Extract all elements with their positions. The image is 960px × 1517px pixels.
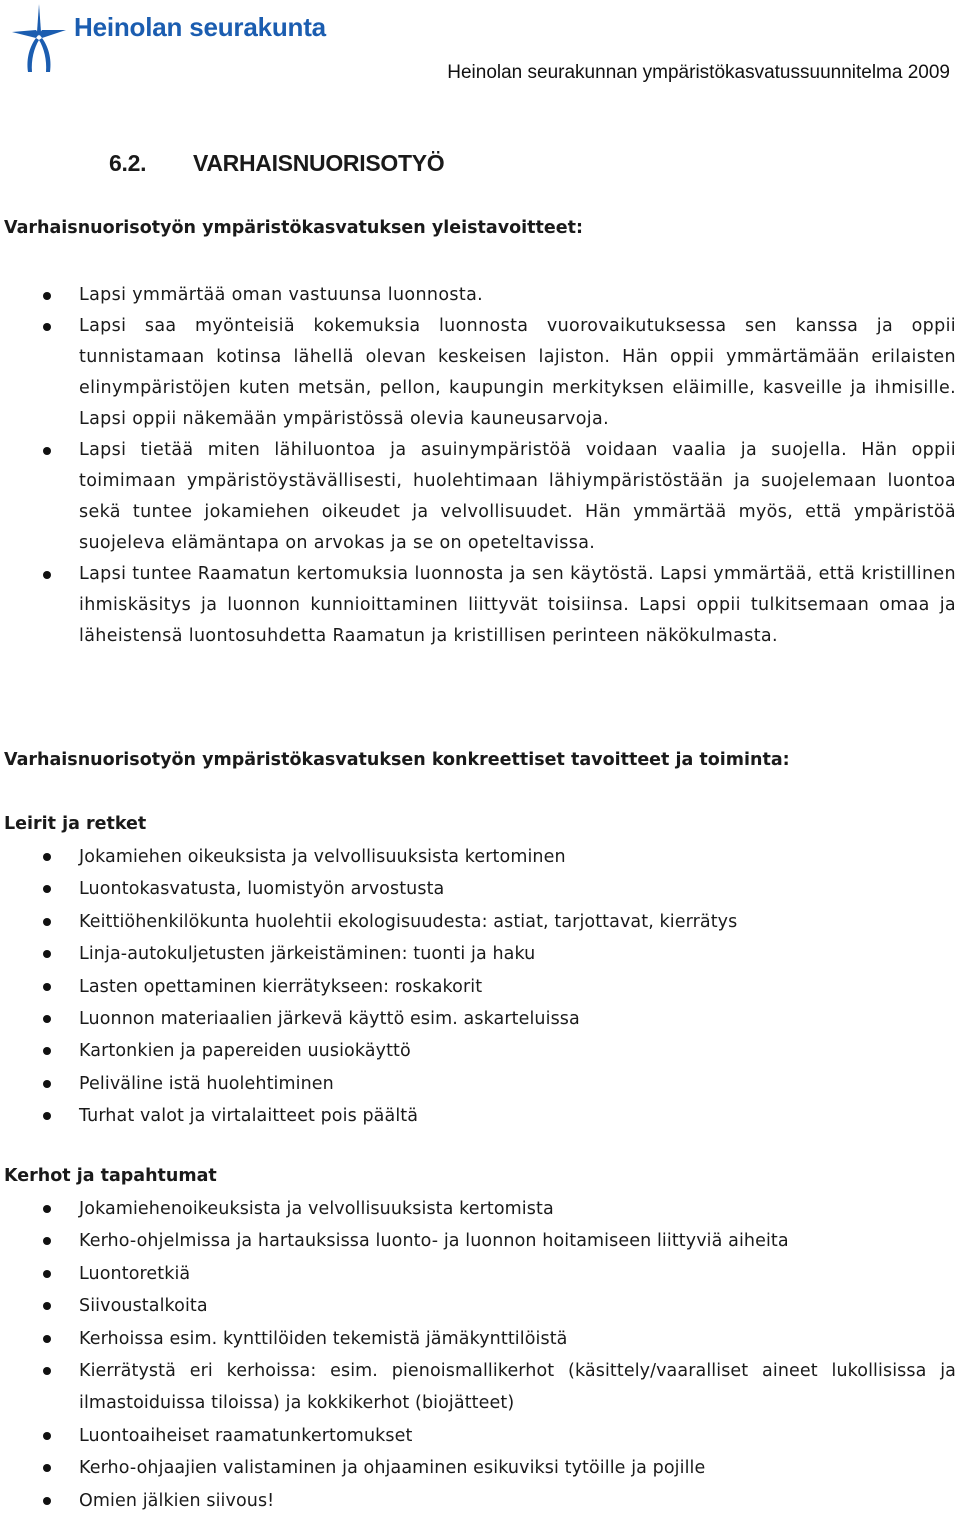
- general-goals-heading: Varhaisnuorisotyön ympäristökasvatuksen yleistavoitteet:: [4, 218, 583, 238]
- document-title: Heinolan seurakunnan ympäristökasvatussuunnitelma 2009: [447, 62, 950, 83]
- list-item: Turhat valot ja virtalaitteet pois päältä: [0, 1100, 960, 1132]
- list-item: Linja-autokuljetusten järkeistäminen: tuonti ja haku: [0, 938, 960, 970]
- list-item: Luontoaiheiset raamatunkertomukset: [0, 1420, 960, 1452]
- list-item: Keittiöhenkilökunta huolehtii ekologisuudesta: astiat, tarjottavat, kierrätys: [0, 906, 960, 938]
- list-item: Siivoustalkoita: [0, 1290, 960, 1322]
- list-item: Kierrätystä eri kerhoissa: esim. pienoismallikerhot (käsittely/vaaralliset aineet lukollisissa ja ilmastoiduissa tiloissa) ja kokkikerhot (biojätteet): [0, 1355, 960, 1420]
- logo: [8, 2, 326, 74]
- clubs-list: [0, 1193, 960, 1517]
- list-item: Kerho-ohjaajien valistaminen ja ohjaaminen esikuviksi tytöille ja pojille: [0, 1452, 960, 1484]
- list-item: Jokamiehenoikeuksista ja velvollisuuksista kertomista: [0, 1193, 960, 1225]
- list-item: Luonnon materiaalien järkevä käyttö esim. askarteluissa: [0, 1003, 960, 1035]
- section-heading: [109, 150, 444, 177]
- section-number: 6.2.: [109, 150, 147, 176]
- list-item: Omien jälkien siivous!: [0, 1485, 960, 1517]
- list-item: Lapsi ymmärtää oman vastuunsa luonnosta.: [0, 280, 960, 311]
- church-logo-icon: [8, 2, 70, 74]
- list-item: Lapsi tietää miten lähiluontoa ja asuinympäristöä voidaan vaalia ja suojella. Hän oppii toimimaan ympäristöystävällisesti, huolehtimaan lähiympäristöstään ja suojelemaan luontoa sekä tuntee jokamiehen oikeudet ja velvollisuudet. Hän ymmärtää myös, että ympäristöä suojeleva elämäntapa on arvokas ja se on opeteltavissa.: [0, 435, 960, 559]
- concrete-goals-heading: Varhaisnuorisotyön ympäristökasvatuksen konkreettiset tavoitteet ja toiminta:: [4, 750, 790, 770]
- list-item: Kerho-ohjelmissa ja hartauksissa luonto- ja luonnon hoitamiseen liittyviä aiheita: [0, 1225, 960, 1257]
- list-item: Peliväline istä huolehtiminen: [0, 1068, 960, 1100]
- list-item: Lasten opettaminen kierrätykseen: roskakorit: [0, 971, 960, 1003]
- clubs-heading: Kerhot ja tapahtumat: [4, 1166, 217, 1186]
- camps-list: [0, 841, 960, 1133]
- list-item: Jokamiehen oikeuksista ja velvollisuuksista kertominen: [0, 841, 960, 873]
- list-item: Luontokasvatusta, luomistyön arvostusta: [0, 873, 960, 905]
- camps-heading: Leirit ja retket: [4, 814, 147, 834]
- section-title: VARHAISNUORISOTYÖ: [193, 150, 445, 176]
- list-item: Lapsi saa myönteisiä kokemuksia luonnosta vuorovaikutuksessa sen kanssa ja oppii tunnistamaan kotinsa lähellä olevan keskeisen lajiston. Hän oppii ymmärtämään erilaisten elinympäristöjen kuten metsän, pellon, kaupungin merkityksen eläimille, kasveille ja ihmisille. Lapsi oppii näkemään ympäristössä olevia kauneusarvoja.: [0, 311, 960, 435]
- list-item: Kartonkien ja papereiden uusiokäyttö: [0, 1035, 960, 1067]
- list-item: Kerhoissa esim. kynttilöiden tekemistä jämäkynttilöistä: [0, 1323, 960, 1355]
- logo-text: Heinolan seurakunta: [74, 11, 326, 42]
- list-item: Lapsi tuntee Raamatun kertomuksia luonnosta ja sen käytöstä. Lapsi ymmärtää, että kristillinen ihmiskäsitys ja luonnon kunnioittaminen liittyvät toisiinsa. Lapsi oppii tulkitsemaan omaa ja läheistensä luontosuhdetta Raamatun ja kristillisen perinteen näkökulmasta.: [0, 559, 960, 652]
- list-item: Luontoretkiä: [0, 1258, 960, 1290]
- general-goals-list: [0, 280, 960, 652]
